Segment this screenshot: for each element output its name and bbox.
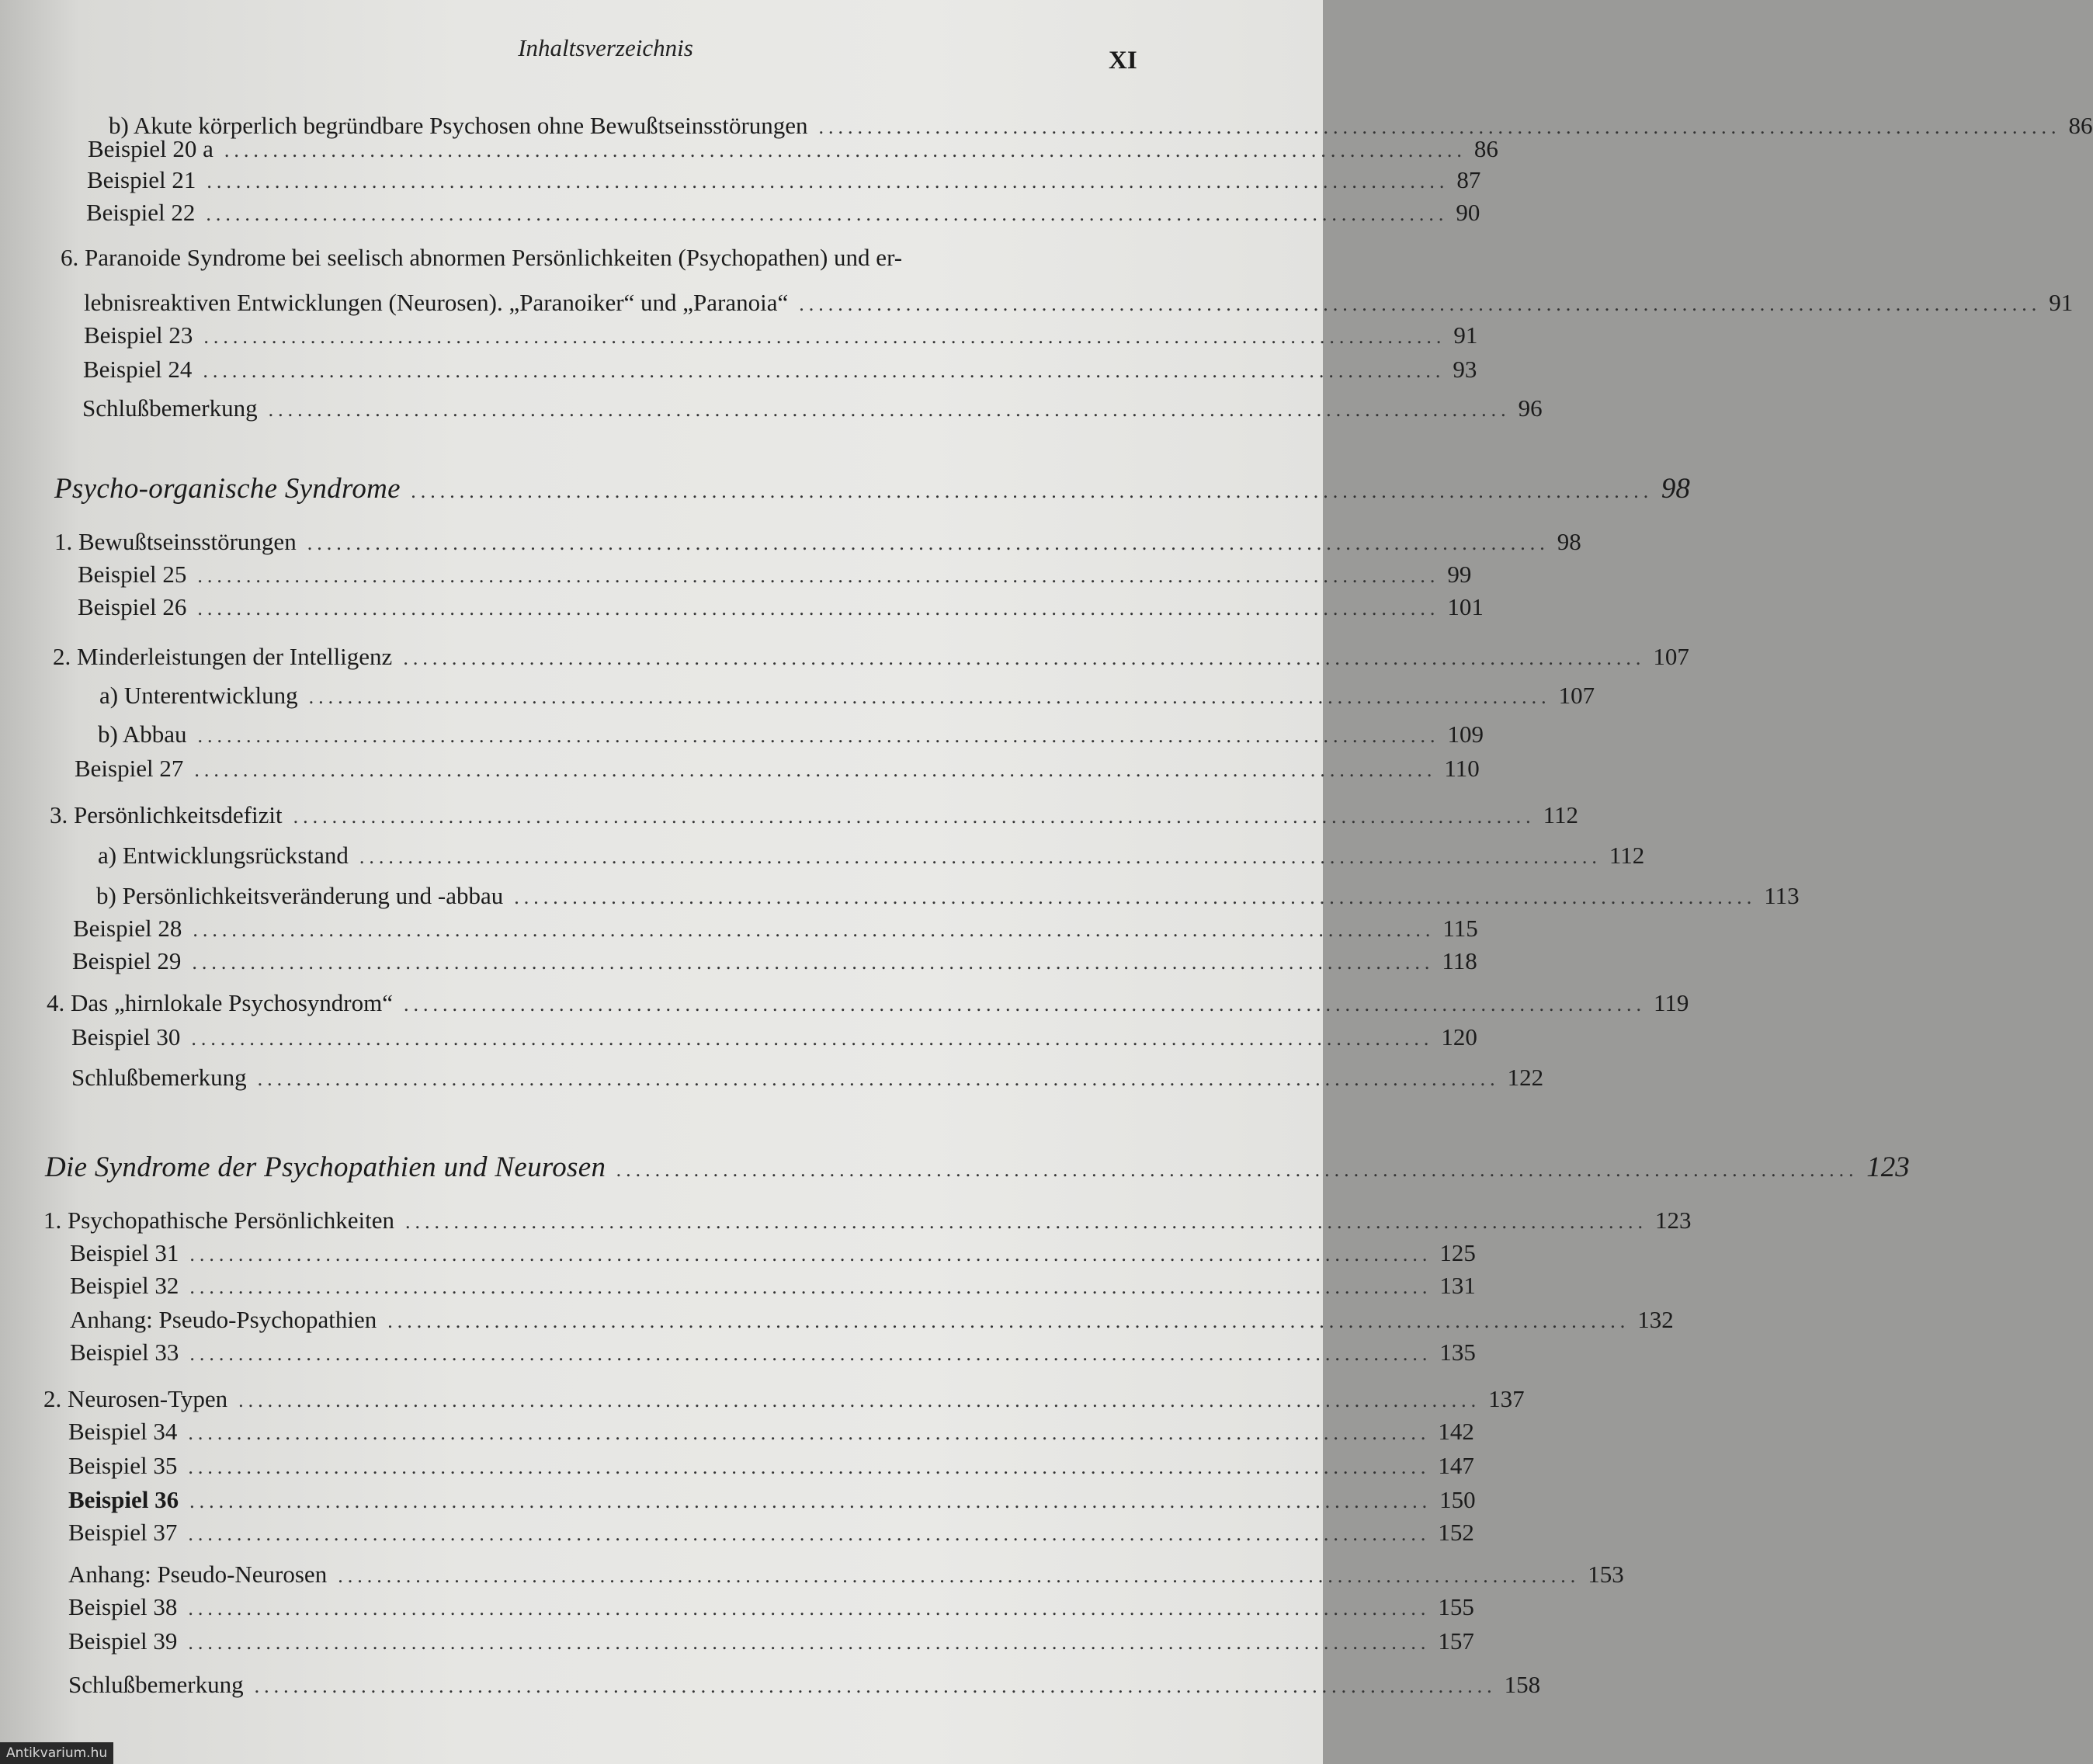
toc-entry-page: 101 [1447,593,1484,620]
watermark: Antikvarium.hu [0,1742,113,1764]
toc-entry [68,1416,1474,1449]
leader-dots: ................................................................................................................................ [191,1027,1434,1050]
toc-section-heading [54,473,1690,507]
toc-entry-label: 2. Minderleistungen der Intelligenz [53,643,393,670]
toc-entry-page: 123 [1866,1151,1910,1183]
toc-entry-label: Beispiel 34 [68,1418,178,1445]
toc-entry [96,880,1800,913]
toc-entry-label: Beispiel 39 [68,1627,178,1655]
toc-entry-label: a) Unterentwicklung [99,682,298,709]
toc-entry [84,320,1478,352]
toc-entry [68,1517,1474,1550]
leader-dots: ................................................................................................................................ [403,993,1646,1016]
toc-entry [70,1270,1476,1303]
leader-dots: ................................................................................................................................ [189,1276,1432,1298]
leader-dots: ................................................................................................................................ [189,1342,1432,1365]
toc-entry-label: Schlußbemerkung [68,1671,244,1698]
leader-dots: ................................................................................................................................ [188,1597,1431,1620]
leader-dots: ................................................................................................................................ [411,480,1654,502]
leader-dots: ................................................................................................................................ [238,1389,1481,1412]
toc-entry-page: 98 [1661,473,1690,505]
toc-entry-label: Beispiel 33 [70,1339,179,1366]
toc-entry-label: Beispiel 27 [75,755,184,782]
toc-entry-page: 137 [1488,1385,1525,1412]
leader-dots: ................................................................................................................................ [254,1675,1497,1697]
toc-entry-page: 96 [1518,394,1543,422]
toc-entry [78,559,1472,592]
toc-entry-label: Anhang: Pseudo-Psychopathien [70,1306,377,1333]
toc-entry-label: Beispiel 22 [86,199,196,226]
toc-entry [86,197,1480,230]
toc-entry-page: 125 [1439,1239,1476,1266]
leader-dots: ................................................................................................................................ [387,1310,1630,1332]
toc-entry [50,800,1578,832]
leader-dots: ................................................................................................................................ [405,1210,1647,1233]
toc-entry-page: 107 [1653,643,1689,670]
running-header-title: Inhaltsverzeichnis [518,34,693,61]
leader-dots: ................................................................................................................................ [514,886,1757,908]
toc-entry-page: 93 [1453,356,1477,383]
toc-entry [68,1626,1474,1658]
toc-entry-label: Beispiel 32 [70,1272,179,1299]
leader-dots: ................................................................................................................................ [403,647,1646,669]
toc-entry [43,1384,1525,1416]
toc-entry-label: b) Akute körperlich begründbare Psychosen ohne Bewußtseinsstörungen [109,112,808,139]
toc-entry-label: Beispiel 23 [84,321,193,349]
toc-entry-page: 123 [1655,1207,1692,1234]
toc-entry [83,354,1477,387]
toc-entry-label: 3. Persönlichkeitsdefizit [50,801,283,828]
toc-entry-label: Beispiel 25 [78,561,187,588]
toc-entry-label-line2: lebnisreaktiven Entwicklungen (Neurosen). „Paranoiker“ und „Paranoia“ [84,289,789,316]
toc-entry-page: 147 [1438,1452,1474,1479]
toc-entry-page: 107 [1558,682,1595,709]
toc-section-heading [45,1151,1910,1186]
toc-entry-label: 2. Neurosen-Typen [43,1385,228,1412]
toc-entry-label: 1. Bewußtseinsstörungen [54,528,297,555]
toc-entry-label: b) Abbau [98,721,187,748]
toc-entry [70,1337,1476,1370]
toc-entry [54,526,1581,559]
leader-dots: ................................................................................................................................ [197,597,1440,620]
toc-entry [88,134,1498,166]
leader-dots: ................................................................................................................................ [206,203,1449,225]
leader-dots: ................................................................................................................................ [197,724,1440,747]
leader-dots: ................................................................................................................................ [189,1490,1432,1512]
toc-entry [98,840,1645,873]
toc-entry [75,753,1480,786]
toc-entry [82,393,1543,425]
toc-entry [70,1238,1476,1270]
toc-entry [68,1450,1474,1483]
toc-entry-label: Beispiel 35 [68,1452,178,1479]
toc-entry-page: 87 [1456,166,1481,193]
leader-dots: ................................................................................................................................ [308,686,1551,708]
toc-entry [71,1062,1544,1095]
toc-entry [47,988,1689,1020]
toc-entry-page: 135 [1439,1339,1476,1366]
toc-entry-page: 131 [1439,1272,1476,1299]
toc-entry-label: Beispiel 30 [71,1023,181,1050]
toc-entry-page: 152 [1438,1519,1474,1546]
leader-dots: ................................................................................................................................ [189,1243,1432,1266]
leader-dots: ................................................................................................................................ [203,359,1446,382]
toc-entry [87,165,1481,197]
toc-entry-label: Anhang: Pseudo-Neurosen [68,1561,328,1588]
toc-entry-label: Beispiel 24 [83,356,193,383]
toc-entry-page: 91 [2049,289,2074,316]
toc-entry-page: 99 [1447,561,1472,588]
toc-entry [43,1205,1692,1238]
leader-dots: ................................................................................................................................ [192,951,1435,974]
toc-entry-label: Beispiel 29 [72,947,182,974]
toc-entry-page: 90 [1456,199,1480,226]
toc-entry [68,1669,1541,1702]
toc-entry-label: 1. Psychopathische Persönlichkeiten [43,1207,394,1234]
toc-entry-page: 91 [1453,321,1478,349]
leader-dots: ................................................................................................................................ [359,846,1602,868]
leader-dots: ................................................................................................................................ [307,532,1550,554]
toc-entry [53,641,1689,674]
leader-dots: ................................................................................................................................ [188,1631,1431,1654]
toc-entry-label: Beispiel 37 [68,1519,178,1546]
toc-entry-page: 153 [1588,1561,1624,1588]
toc-entry [78,592,1484,624]
leader-dots: ................................................................................................................................ [616,1158,1859,1181]
leader-dots: ................................................................................................................................ [203,325,1446,348]
toc-entry-label-line1: 6. Paranoide Syndrome bei seelisch abnormen Persönlichkeiten (Psychopathen) und er- [61,244,903,271]
leader-dots: ................................................................................................................................ [188,1456,1431,1478]
toc-entry-page: 112 [1543,801,1578,828]
toc-entry-page: 158 [1504,1671,1541,1698]
leader-dots: ................................................................................................................................ [197,564,1440,587]
toc-entry [99,680,1595,713]
toc-entry-label: Beispiel 26 [78,593,187,620]
toc-entry-page: 155 [1438,1593,1474,1620]
page-number: XI [1109,47,1137,75]
toc-entry-page: 109 [1447,721,1484,748]
toc-entry-page: 112 [1609,842,1645,869]
toc-entry [84,287,2074,320]
toc-entry-page: 150 [1439,1486,1476,1513]
toc-entry-page: 86 [2068,112,2093,139]
leader-dots: ................................................................................................................................ [799,293,2042,315]
toc-entry [73,913,1478,946]
toc-entry-page: 122 [1507,1064,1544,1091]
toc-entry-label: Schlußbemerkung [82,394,258,422]
toc-entry-label: Beispiel 21 [87,166,196,193]
leader-dots: ................................................................................................................................ [268,398,1511,421]
toc-entry-label: Beispiel 31 [70,1239,179,1266]
leader-dots: ................................................................................................................................ [188,1523,1431,1545]
toc-entry-page: 118 [1442,947,1477,974]
toc-entry-page: 120 [1441,1023,1477,1050]
toc-entry [68,1559,1624,1592]
leader-dots: ................................................................................................................................ [224,139,1466,161]
toc-entry-page: 157 [1438,1627,1474,1655]
toc-entry-label: Beispiel 20 a [88,135,213,162]
toc-entry [71,1022,1477,1054]
toc-entry [98,719,1484,752]
toc-entry-label: Beispiel 38 [68,1593,178,1620]
leader-dots: ................................................................................................................................ [207,170,1449,193]
leader-dots: ................................................................................................................................ [818,116,2061,138]
toc-entry [72,946,1477,978]
toc-entry [68,1592,1474,1624]
toc-section-label: Psycho-organische Syndrome [54,473,401,505]
toc-entry [68,1484,1476,1517]
toc-entry-page: 86 [1473,135,1498,162]
toc-entry-label: 4. Das „hirnlokale Psychosyndrom“ [47,989,393,1016]
leader-dots: ................................................................................................................................ [188,1422,1431,1444]
leader-dots: ................................................................................................................................ [257,1068,1500,1090]
toc-entry-label: Beispiel 36 [68,1486,179,1513]
leader-dots: ................................................................................................................................ [293,805,1536,828]
toc-entry [70,1304,1674,1337]
toc-entry-label: b) Persönlichkeitsveränderung und -abbau [96,882,504,909]
leader-dots: ................................................................................................................................ [193,918,1435,941]
toc-entry-page: 142 [1438,1418,1474,1445]
leader-dots: ................................................................................................................................ [194,759,1437,781]
toc-entry-label: a) Entwicklungsrückstand [98,842,349,869]
toc-entry-label: Schlußbemerkung [71,1064,247,1091]
toc-entry-page: 132 [1637,1306,1674,1333]
toc-entry-page: 110 [1444,755,1480,782]
toc-entry-label: Beispiel 28 [73,915,182,942]
toc-entry-page: 115 [1442,915,1478,942]
leader-dots: ................................................................................................................................ [338,1564,1581,1587]
toc-entry-page: 113 [1764,882,1800,909]
toc-entry-page: 98 [1557,528,1581,555]
toc-entry-page: 119 [1653,989,1689,1016]
toc-section-label: Die Syndrome der Psychopathien und Neurosen [45,1151,606,1183]
